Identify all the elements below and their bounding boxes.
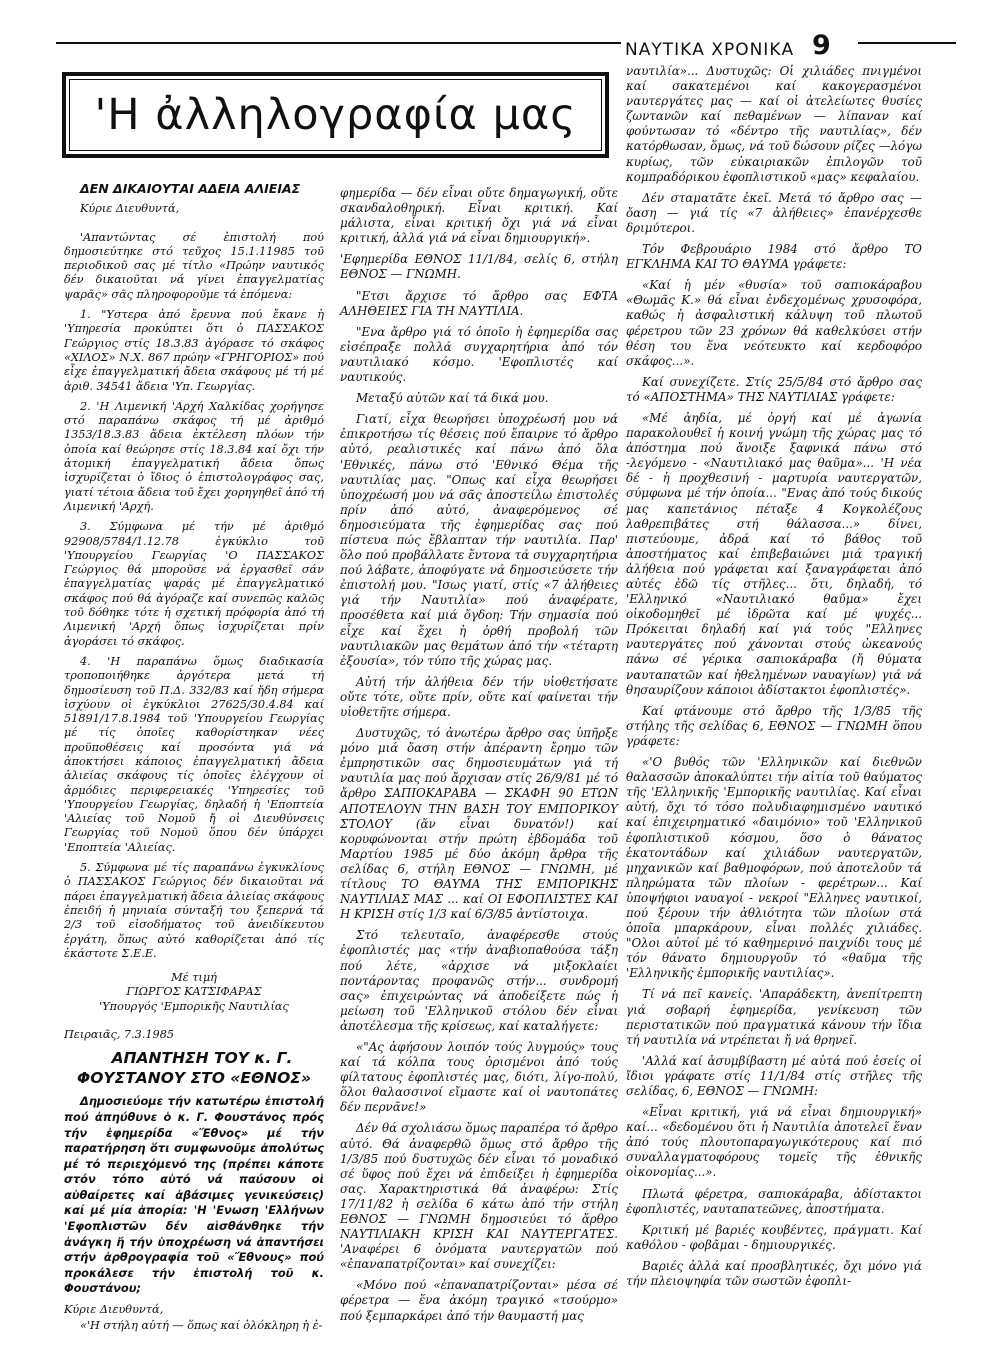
- reply-paragraph: Τί νά πεῖ κανείς. 'Απαράδεκτη, ἀνεπίτρεπτη γιά σοβαρή ἐφημερίδα, γενίκευση τῶν περιστατικῶν πού πραγματικά κάνουν τήν ἴδια τή ναυτιλία νά ντρέπεται ἤ νά θρηνεῖ.: [626, 987, 922, 1047]
- section-title: ΝΑΥΤΙΚΑ ΧΡΟΝΙΚΑ: [625, 40, 795, 60]
- reply-paragraph: «Μόνο πού «ἐπαναπατρίζονται» μέσα σέ φέρετρα — ἕνα ἀκόμη τραγικό «τσούρμο» πού ξεμπαρκάρει ἀπό τήν θαυμαστή μας: [340, 1278, 618, 1323]
- reply-paragraph: «Καί ἡ μέν «θυσία» τοῦ σαπιοκάραβου «Θωμᾶς Κ.» θά εἶναι ἐνδεχομένως χρυσοφόρα, καθώς ἡ ἀσφαλιστική κάλυψη τοῦ πλωτοῦ φέρετρου τῶν 23 χρόνων θά καθελκύσει στήν θέση του ἕνα νεότευκτο καί κερδοφόρο σκάφος...».: [626, 278, 922, 368]
- letter-paragraph: 2. 'Η Λιμενική 'Αρχή Χαλκίδας χορήγησε στό παραπάνω σκάφος τή μέ ἀριθμό 1353/18.3.83 ἄδεια ἐκτέλεση πλόων τήν ὁποία καί θεώρησε στίς 18.3.84 καί ὄχι τήν ἀτομική ἐπαγγελματική ἄδεια ὅπως ἰσχυρίζεται ὁ ἴδιος ὁ ἐπιστολογράφος σας, γιατί τέτοια ἄδεια τοῦ ἔχει χορηγηθεῖ ἀπό τή Λιμενική 'Αρχή.: [64, 399, 324, 513]
- reply-heading: ΑΠΑΝΤΗΣΗ ΤΟΥ κ. Γ. ΦΟΥΣΤΑΝΟΥ ΣΤΟ «ΕΘΝΟΣ»: [77, 1049, 311, 1088]
- reply-intro: Δημοσιεύομε τήν κατωτέρω ἐπιστολή πού ἀπηύθυνε ὁ κ. Γ. Φουστάνος πρός τήν ἐφημερίδα «Ἔθνος» μέ τήν παρατήρηση ὅτι συμφωνοῦμε ἀπολύτως μέ τό περιεχόμενό της (πρέπει κάποτε στόν τόπο αὐτό νά παύσουν οἱ αὐθαίρετες καί ἀβάσιμες γενικεύσεις) καί μέ μία ἀπορία: 'Η 'Ενωση 'Ελλήνων 'Εφοπλιστῶν δέν αἰσθάνθηκε τήν ἀνάγκη ἤ τήν ὑποχρέωση νά ἀπαντήσει στήν ἀρθρογραφία τοῦ «Ἔθνους» πού προκάλεσε τήν ἐπιστολή τοῦ κ. Φουστάνου;: [64, 1094, 324, 1296]
- column-1: [64, 182, 324, 1340]
- letter-place-date: Πειραιᾶς, 7.3.1985: [64, 1028, 175, 1042]
- reply-paragraph: Βαριές ἀλλά καί προσβλητικές, ὄχι μόνο γιά τήν πλειοψηφία τῶν σωστῶν ἐφοπλι-: [626, 1258, 922, 1289]
- reply-paragraph: Καί συνεχίζετε. Στίς 25/5/84 στό ἄρθρο σας τό «ΑΠΟΣΤΗΜΑ» ΤΗΣ ΝΑΥΤΙΛΙΑΣ γράφετε:: [626, 374, 922, 404]
- column-title-box: [62, 72, 609, 158]
- letter-paragraph: 'Απαντώντας σέ ἐπιστολή πού δημοσιεύτηκε στό τεῦχος 15.1.11985 τοῦ περιοδικοῦ σας μέ τίτλο «Πρώην ναυτικός δέν δικαιοῦται νά γίνει ἐπαγγελματίας ψαρᾶς» σᾶς πληροφοροῦμε τά ἑπόμενα:: [64, 230, 324, 301]
- reply-paragraph: φημερίδα — δέν εἶναι οὔτε δημαγωγική, οὔτε σκανδαλοθηρική. Εἶναι κριτική. Καί μάλιστα, εἶναι κριτική ὄχι γιά νά εἶναι κριτική, ἀλλά γιά νά εἶναι δημιουργική».: [340, 186, 618, 246]
- reply-paragraph: Τόν Φεβρουάριο 1984 στό ἄρθρο ΤΟ ΕΓΚΛΗΜΑ ΚΑΙ ΤΟ ΘΑΥΜΑ γράφετε:: [626, 242, 922, 272]
- reply-paragraph: «Μέ ἀηδία, μέ ὀργή καί μέ ἀγωνία παρακολουθεῖ ἡ κοινή γνώμη τῆς χώρας μας τό ἀπόστημα πού ἄνοιξε ξαφνικά πάνω στό -λεγόμενο - «Ναυτιλιακό μας θαῦμα»... 'Η νέα δέ - ἡ προχθεσινή - μαρτυρία ναυτεργατῶν, σύμφωνα μέ τήν ὁποία... "Ενας ἀπό τούς δικούς μας καπετάνιος πέταξε 4 Κογκολέζους λαθρεπιβάτες στή θάλασσα...» δίνει, πιστεύουμε, ἀδρά καί τό βάθος τοῦ ἀποστήματος καί ἐπιβεβαιώνει μιά τραγική ἀλήθεια πού γράφεται καί ξαναγράφεται ἀπό αὐτές ἐδῶ τίς στῆλες... ὅτι, δηλαδή, τό 'Ελληνικό «Ναυτιλιακό θαῦμα» ἔχει οἰκοδομηθεῖ μέ ἱδρῶτα καί μέ ψυχές... Πρόκειται δηλαδή καί γιά τούς "Ελληνες ναυτεργάτες πού χάνονται στούς ὠκεανούς πάνω σέ γέρικα σαπιοκάραβα (ἤ θύματα ναυταπατῶν καί ἠθελημένων ναυαγίων) γιά νά θησαυρίζουν κάποιοι ἀδίστακτοι ἐφοπλιστές».: [626, 410, 922, 697]
- reply-paragraph: «"Ας ἀφήσουν λοιπόν τούς λυγμούς» τους καί τά κόλπα τους ὁρισμένοι ἀπό τούς φίλτατους ἐφοπλιστές μας, διότι, λίγο-πολύ, ὅλοι θαλασσινοί εἴμαστε καί οἱ ναυτοπάτες δέν περνᾶνε!»: [340, 1039, 618, 1115]
- reply-paragraph: ναυτιλία»... Δυστυχῶς: Οἱ χιλιάδες πνιγμένοι καί σακατεμένοι καί κακογερασμένοι ναυτεργάτες μας — καί οἱ ἀτελείωτες θυσίες ζωντανῶν καί πεθαμένων — λίπαναν καί φούντωσαν τό «δέντρο τῆς ναυτιλίας», δέν κατόρθωσαν, ὅμως, νά τοῦ δώσουν ρίζες —λόγω κυρίως, τῶν εὐκαιριακῶν ἐπιλογῶν τοῦ κομπραδόρικου ἐφοπλιστικοῦ «μας» κεφαλαίου.: [626, 64, 922, 184]
- letter-salutation: Κύριε Διευθυντά,: [80, 202, 180, 216]
- reply-paragraph: Δέν σταματᾶτε ἐκεῖ. Μετά τό ἄρθρο σας — ὄαση — γιά τίς «7 ἀλήθειες» ἐπανέρχεσθε δριμύτεροι.: [626, 190, 922, 235]
- reply-paragraph: 'Εφημερίδα ΕΘΝΟΣ 11/1/84, σελίς 6, στήλη ΕΘΝΟΣ — ΓΝΩΜΗ.: [340, 252, 618, 282]
- letter-closing: Μέ τιμή: [171, 971, 217, 985]
- reply-paragraph: «'Η στήλη αὐτή — ὅπως καί ὁλόκληρη ἡ ἐ-: [80, 1319, 323, 1333]
- column-3: [626, 64, 922, 1295]
- reply-paragraph: 'Αλλά καί ἀσυμβίβαστη μέ αὐτά πού ἐσείς οἱ ἴδιοι γράφατε στίς 11/1/84 στίς στῆλες τῆς σελίδας, 6, ΕΘΝΟΣ — ΓΝΩΜΗ:: [626, 1053, 922, 1098]
- reply-paragraph: "Ετσι ἄρχισε τό ἄρθρο σας ΕΦΤΑ ΑΛΗΘΕΙΕΣ ΓΙΑ ΤΗ ΝΑΥΤΙΛΙΑ.: [340, 288, 618, 318]
- reply-paragraph: Καί φτάνουμε στό ἄρθρο τῆς 1/3/85 τῆς στήλης τῆς σελίδας 6, ΕΘΝΟΣ — ΓΝΩΜΗ ὅπου γράφετε:: [626, 703, 922, 748]
- column-2: [340, 186, 618, 1330]
- reply-paragraph: «'Ο βυθός τῶν 'Ελληνικῶν καί διεθνῶν θαλασσῶν ἀποκαλύπτει τήν αἰτία τοῦ θαύματος τῆς 'Ελληνικῆς 'Εμπορικῆς ναυτιλίας. Καί εἶναι αὐτή, ὄχι τό τόσο πολυδιαφημισμένο ναυτικό καί ἐπιχειρηματικό «δαιμόνιο» τοῦ 'Ελληνικοῦ ἐφοπλιστικοῦ κόσμου, ὅσο ὁ θάνατος ἑκατοντάδων καί χιλιάδων ναυτεργατῶν, μηχανικῶν καί βαθμοφόρων, πού ἀποτελοῦν τά πληρώματα τῶν πλοίων - φερέτρων... Καί ὑποψήφιοι ναυαγοί - νεκροί "Ελληνες ναυτικοί, πού ξέρουν τήν ἀθλιότητα τῶν πλοίων στά ὁποῖα μπαρκάρουν, εἶναι πολλές χιλιάδες. "Ολοι αὐτοί μέ τό καθημερινό παιχνίδι τους μέ τόν θάνατο δημιουργοῦν τό «θαῦμα τῆς 'Ελληνικῆς ἐμπορικῆς ναυτιλίας».: [626, 755, 922, 981]
- letter-paragraph: 5. Σύμφωνα μέ τίς παραπάνω ἐγκυκλίους ὁ ΠΑΣΣΑΚΟΣ Γεώργιος δέν δικαιοῦται νά πάρει ἐπαγγελματική ἄδεια ἁλιείας σκάφους ἐπειδή ἡ μηνιαία σύνταξή του ξεπερνά τά 2/3 τοῦ εἰσοδήματος τοῦ ἀνειδίκευτου ἐργάτη, ὅπως αὐτό καθορίζεται ἀπό τίς ἑκάστοτε Σ.Ε.Ε.: [64, 861, 325, 960]
- reply-salutation: Κύριε Διευθυντά,: [64, 1303, 164, 1317]
- reply-paragraph: "Ενα ἄρθρο γιά τό ὁποῖο ἡ ἐφημερίδα σας εἰσέπραξε πολλά συγχαρητήρια ἀπό τόν ναυτιλιακό κόσμο. 'Εφοπλιστές καί ναυτικούς.: [340, 324, 618, 385]
- reply-paragraph: Γιατί, εἶχα θεωρήσει ὑποχρέωσή μου νά ἐπικροτήσω τίς θέσεις πού ἔπαιρνε τό ἄρθρο αὐτό, ρεαλιστικές καί πάνω ἀπό ὅλα 'Εθνικές, πάνω στό 'Εθνικό Θέμα τῆς ναυτιλίας μας. "Οπως καί εἶχα θεωρήσει ὑποχρέωσή μου νά σᾶς ἀποστείλω ἐπιστολές πρίν ἀπό αὐτό, ἀναφερόμενος σέ δημοσιεύματα τῆς ἐφημερίδας σας πού πίστευα πώς ἔβλαπταν τήν ναυτιλία. Παρ' ὅλο πού προβάλλατε ἔντονα τά συγχαρητήρια πού λάβατε, ἀποφύγατε νά δημοσιεύσετε τήν ἐπιστολή μου. "Ισως γιατί, στίς «7 ἀλήθειες γιά τήν Ναυτιλία» πού ἀναφέρατε, προσέθετα καί μιά ὄγδοη: Τήν σημασία πού εἶχε καί ἔχει ἡ ὀρθή προβολή τῶν ναυτιλιακῶν μας θεμάτων ἀπό τήν «τέταρτη ἐξουσία», τόν τύπο τῆς χώρας μας.: [340, 412, 618, 668]
- reply-paragraph: Δυστυχῶς, τό ἀνωτέρω ἄρθρο σας ὑπῆρξε μόνο μιά ὄαση στήν ἀπέραντη ἔρημο τῶν ἐμπρηστικῶν σας δημοσιευμάτων γιά τή ναυτιλία μας πού ἄρχισαν στίς 26/9/81 μέ τό ἄρθρο ΣΑΠΙΟΚΑΡΑΒΑ — ΣΚΑΦΗ 90 ΕΤΩΝ ΑΠΟΤΕΛΟΥΝ ΤΗΝ ΒΑΣΗ ΤΟΥ ΕΜΠΟΡΙΚΟΥ ΣΤΟΛΟΥ (ἄν εἶναι δυνατόν!) καί κορυφώνονται στήν πρώτη ἑβδομάδα τοῦ Μαρτίου 1985 μέ δύο ἀκόμη ἄρθρα τῆς σελίδας 6, στήλη ΕΘΝΟΣ — ΓΝΩΜΗ, μέ τίτλους ΤΟ ΘΑΥΜΑ ΤΗΣ ΕΜΠΟΡΙΚΗΣ ΝΑΥΤΙΛΙΑΣ ΜΑΣ ... καί ΟΙ ΕΦΟΠΛΙΣΤΕΣ ΚΑΙ Η ΚΡΙΣΗ στίς 1/3 καί 6/3/85 ἀντίστοιχα.: [340, 726, 618, 922]
- reply-paragraph: Μεταξύ αὐτῶν καί τά δικά μου.: [356, 391, 549, 406]
- letter-heading: ΔΕΝ ΔΙΚΑΙΟΥΤΑΙ ΑΔΕΙΑ ΑΛΙΕΙΑΣ: [80, 181, 301, 196]
- column-title: 'Η ἀλληλογραφία μας: [94, 90, 577, 140]
- page-number: 9: [812, 30, 831, 61]
- letter-paragraph: 1. "Υστερα ἀπό ἔρευνα πού ἔκανε ἡ 'Υπηρεσία προκύπτει ὅτι ὁ ΠΑΣΣΑΚΟΣ Γεώργιος στίς 18.3.83 ἀγόρασε τό σκάφος «ΧΙΛΟΣ» Ν.Χ. 867 πρώην «ΓΡΗΓΟΡΙΟΣ» πού εἶχε ἐπαγγελματική ἄδεια σκάφους μέ τή μέ ἀριθ. 34541 ἄδεια 'Υπ. Γεωργίας.: [64, 308, 324, 393]
- letter-signer-title: 'Υπουργός 'Εμπορικῆς Ναυτιλίας: [99, 999, 289, 1013]
- header-rule-right: [858, 42, 956, 44]
- reply-paragraph: «Εἶναι κριτική, γιά νά εἶναι δημιουργική» καί... «δεδομένου ὅτι ἡ Ναυτιλία ἀποτελεῖ ἕναν ἀπό τούς πλουτοπαραγωγικότερους καί πιό συναλλαγματοφόρους τομεῖς τῆς ἐθνικῆς οἰκονομίας...».: [626, 1105, 922, 1180]
- letter-paragraph: 4. 'Η παραπάνω ὅμως διαδικασία τροποποιήθηκε ἀργότερα μετά τή δημοσίευση τοῦ Π.Δ. 332/83 καί ἤδη σήμερα ἰσχύουν οἱ ἐγκύκλιοι 27625/30.4.84 καί 51891/17.8.1984 τοῦ 'Υπουργείου Γεωργίας μέ τίς ὁποῖες καθορίστηκαν νέες προϋποθέσεις καί προσόντα γιά νά ἀποκτήσει κάποιος ἐπαγγελματική ἄδεια ἁλιείας σκάφους τίς ὁποῖες ἐλέγχουν οἱ ἁρμόδιες περιφερειακές 'Υπηρεσίες τοῦ 'Υπουργείου Γεωργίας, δηλαδή ἡ 'Εποπτεία 'Αλιείας τοῦ Νομοῦ ἤ οἱ Διευθύνσεις Γεωργίας τοῦ Νομοῦ ὅπου δέν ὑπάρχει 'Εποπτεία 'Αλιείας.: [64, 654, 324, 854]
- reply-paragraph: Στό τελευταῖο, ἀναφέρεσθε στούς ἐφοπλιστές μας «τήν ἀναβιοπαθούσα τάξη πού λέτε, «ἀρχισε νά μιξοκλαίει ποντάροντας προφανῶς στήν... συνδρομή σας» ἐπιχειρώντας νά ἀποδείξετε πώς ἡ μείωση τοῦ 'Ελληνικοῦ στόλου δέν εἶναι ἀποτέλεσμα τῆς κρίσεως, καί καταλήγετε:: [340, 928, 618, 1033]
- letter-paragraph: 3. Σύμφωνα μέ τήν μέ ἀριθμό 92908/5784/1.12.78 ἐγκύκλιο τοῦ 'Υπουργείου Γεωργίας 'Ο ΠΑΣΣΑΚΟΣ Γεώργιος θά μποροῦσε νά ἐργασθεῖ σάν ἐπαγγελματίας ψαράς μέ ἐπαγγελματικό σκάφος πού θά ἀγόραζε καί συνεπῶς καλῶς τοῦ δόθηκε τότε ἡ σχετική πρόφορία ἀπό τή Λιμενική 'Αρχή ὅπως ἰσχυρίζεται πρίν ἀγοράσει τό σκάφος.: [64, 520, 324, 648]
- reply-paragraph: Αὐτή τήν ἀλήθεια δέν τήν υἱοθετήσατε οὔτε τότε, οὔτε πρίν, οὔτε καί φαίνεται τήν υἱοθετῆτε σήμερα.: [340, 674, 618, 719]
- letter-signer: ΓΙΩΡΓΟΣ ΚΑΤΣΙΦΑΡΑΣ: [126, 985, 262, 999]
- reply-paragraph: Δέν θά σχολιάσω ὅμως παραπέρα τό ἄρθρο αὐτό. Θά ἀναφερθῶ ὅμως στό ἄρθρο τῆς 1/3/85 πού δυστυχῶς δέν εἶναι τό μοναδικό σέ ὕφος πού ἔχει νά ἐπιδείξει ἡ ἐφημερίδα σας. Χαρακτηριστικά θά ἀναφέρω: Στίς 17/11/82 ἡ σελίδα 6 κάτω ἀπό τήν στήλη ΕΘΝΟΣ — ΓΝΩΜΗ δημοσιεύει τό ἄρθρο ΝΑΥΤΙΛΙΑΚΗ ΚΡΙΣΗ ΚΑΙ ΝΑΥΤΕΡΓΑΤΕΣ. 'Αναφέρει 6 ὀνόματα ναυτεργατῶν πού «ἐπαναπατρίζονται» καί συνεχίζει:: [340, 1121, 618, 1272]
- reply-paragraph: Πλωτά φέρετρα, σαπιοκάραβα, ἀδίστακτοι ἐφοπλιστές, ναυταπατεῶνες, ἀποστήματα.: [626, 1186, 922, 1216]
- header-rule-left: [56, 42, 621, 44]
- reply-paragraph: Κριτική μέ βαριές κουβέντες, πράγματι. Καί καθόλου - φοβᾶμαι - δημιουργικές.: [626, 1222, 922, 1252]
